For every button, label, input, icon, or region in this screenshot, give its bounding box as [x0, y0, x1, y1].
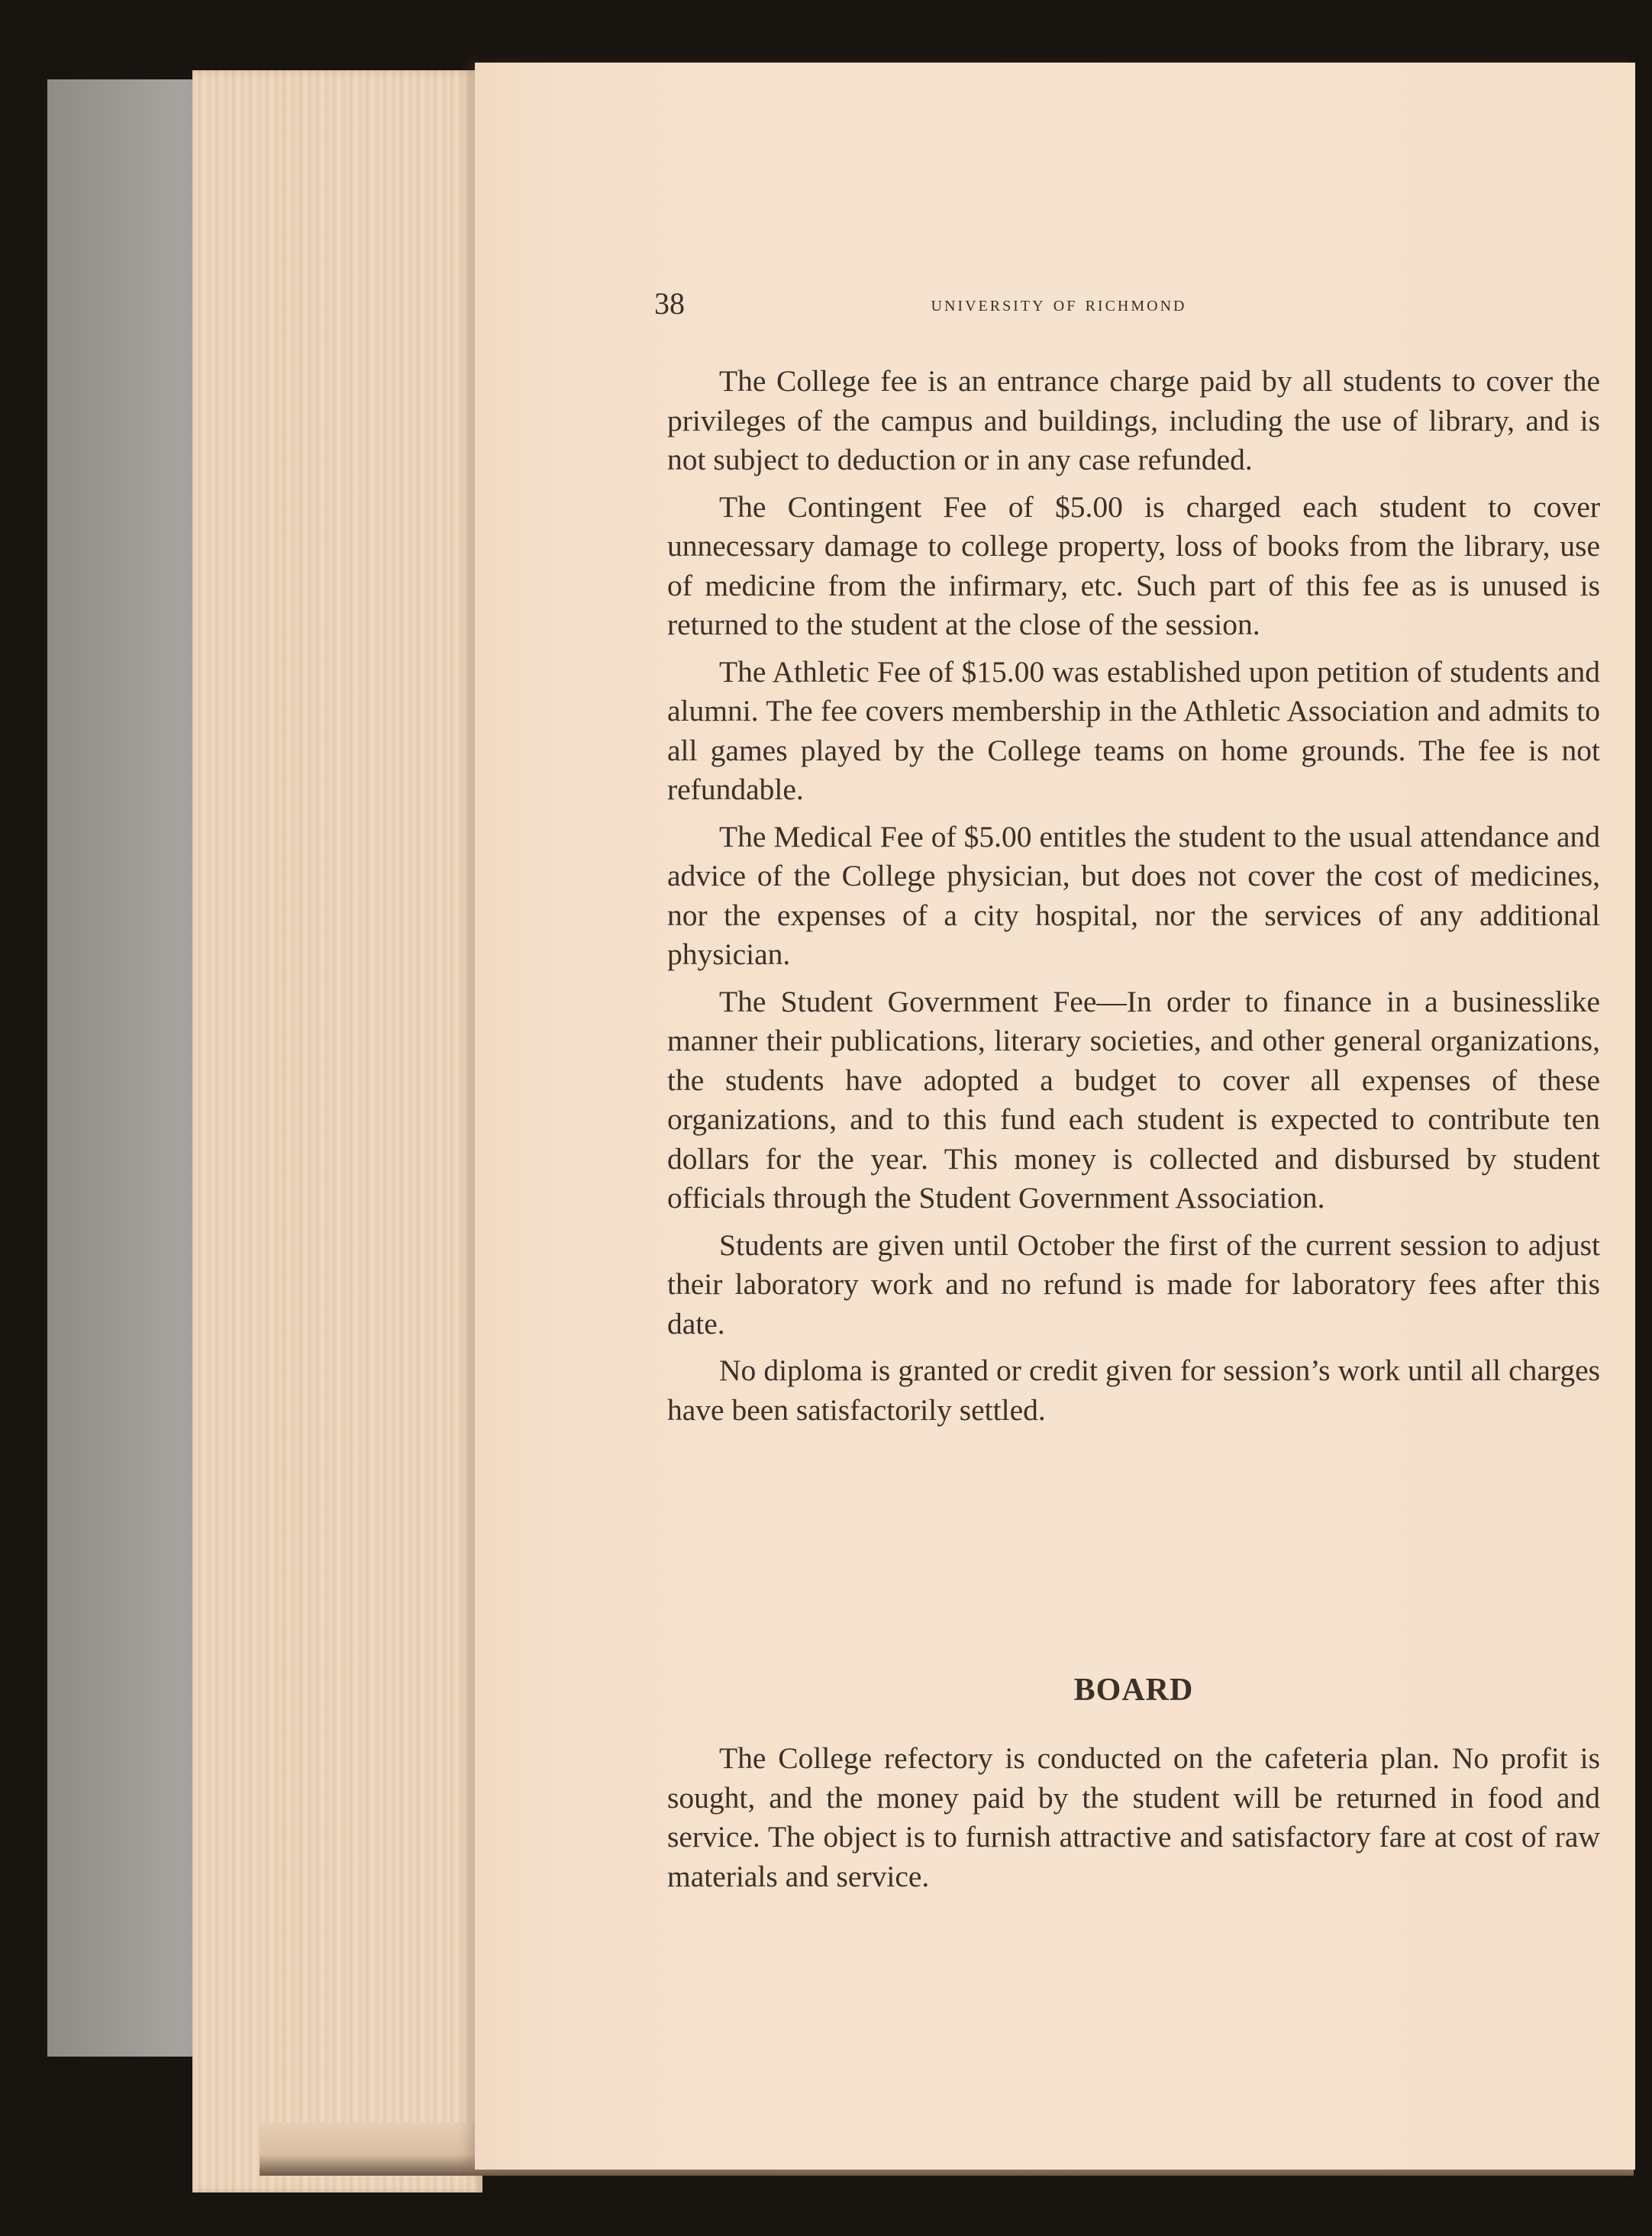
paragraph-college-fee: The College fee is an entrance charge paid by all students to cover the privileges of the campus and buildings, including the use of library, and is not subject to deduction or in any case refunded. — [667, 364, 1600, 476]
page-number: 38 — [654, 286, 685, 321]
paragraph-student-government-fee: The Student Government Fee—In order to finance in a businesslike manner their publications, literary societies, and other general organizations, the students have adopted a budget to cover all expenses of these organizations, and to this fund each student is expected to contribute ten dollars for the year. This money is collected and disbursed by student officials through the Student Government Association. — [667, 984, 1600, 1215]
paragraph-laboratory-refund: Students are given until October the first of the current session to adjust their laboratory work and no refund is made for laboratory fees after this date. — [667, 1228, 1600, 1341]
running-title: university of richmond — [931, 292, 1187, 316]
page-edges — [192, 70, 482, 2192]
paragraph-athletic-fee: The Athletic Fee of $15.00 was established upon petition of students and alumni. The fee covers membership in the Athletic Association and admits to all games played by the College teams on home grounds. The fee is not refundable. — [667, 654, 1600, 806]
board-text — [667, 1739, 1600, 1896]
paragraph-board: The College refectory is conducted on the cafeteria plan. No profit is sought, and the money paid by the student will be returned in food and service. The object is to furnish attractive and satisfactory fare at cost of raw materials and service. — [667, 1741, 1600, 1893]
running-head — [654, 286, 1463, 331]
paragraph-diploma: No diploma is granted or credit given for session’s work until all charges have been satisfactorily settled. — [667, 1354, 1600, 1427]
section-heading-board: BOARD — [1073, 1673, 1194, 1708]
fees-text — [667, 362, 1600, 1437]
paragraph-medical-fee: The Medical Fee of $5.00 entitles the student to the usual attendance and advice of the College physician, but does not cover the cost of medicines, nor the expenses of a city hospital, nor the services of any additional physician. — [667, 819, 1600, 971]
book-page — [475, 63, 1635, 2170]
paragraph-contingent-fee: The Contingent Fee of $5.00 is charged each student to cover unnecessary damage to college property, loss of books from the library, use of medicine from the infirmary, etc. Such part of this fee as is unused is returned to the student at the close of the session. — [667, 489, 1600, 641]
